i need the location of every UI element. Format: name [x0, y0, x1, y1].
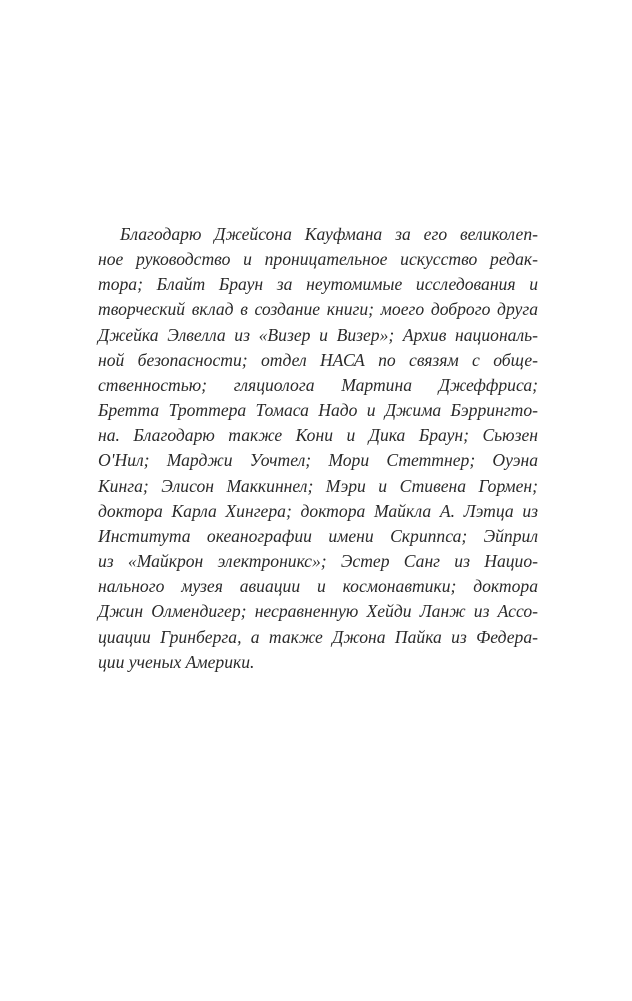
paragraph-line: ной безопасности; отдел НАСА по связям с обще-	[98, 349, 538, 370]
paragraph-line: из «Майкрон электроникс»; Эстер Санг из Нацио-	[98, 551, 538, 572]
paragraph-line: Кинга; Элисон Маккиннел; Мэри и Стивена Гормен;	[98, 475, 538, 496]
paragraph-line: Института океанографии имени Скриппса; Эйприл	[98, 525, 538, 546]
paragraph-line: доктора Карла Хингера; доктора Майкла А. Лэтца из	[98, 500, 538, 521]
paragraph-line: О'Нил; Марджи Уочтел; Мори Стеттнер; Оуэна	[98, 450, 538, 471]
paragraph-line: творческий вклад в создание книги; моего доброго друга	[98, 299, 538, 320]
paragraph-line: нального музея авиации и космонавтики; доктора	[98, 576, 538, 597]
paragraph-line: на. Благодарю также Кони и Дика Браун; Сьюзен	[98, 425, 538, 446]
paragraph-line: тора; Блайт Браун за неутомимые исследования и	[98, 274, 538, 295]
paragraph-line: циации Гринберга, а также Джона Пайка из Федера-	[98, 626, 538, 647]
paragraph-line: ции ученых Америки.	[98, 651, 255, 672]
paragraph-line: Джейка Элвелла из «Визер и Визер»; Архив националь-	[98, 324, 538, 345]
paragraph-line: Благодарю Джейсона Кауфмана за его великолеп-	[120, 224, 538, 244]
paragraph-line: ное руководство и проницательное искусство редак-	[98, 249, 538, 270]
paragraph-line: ственностью; гляциолога Мартина Джеффриса;	[98, 374, 538, 395]
acknowledgements-paragraph	[98, 222, 538, 675]
paragraph-line: Джин Олмендигер; несравненную Хейди Ланж из Ассо-	[98, 601, 538, 622]
paragraph-line: Бретта Троттера Томаса Надо и Джима Бэррингто-	[98, 400, 538, 421]
